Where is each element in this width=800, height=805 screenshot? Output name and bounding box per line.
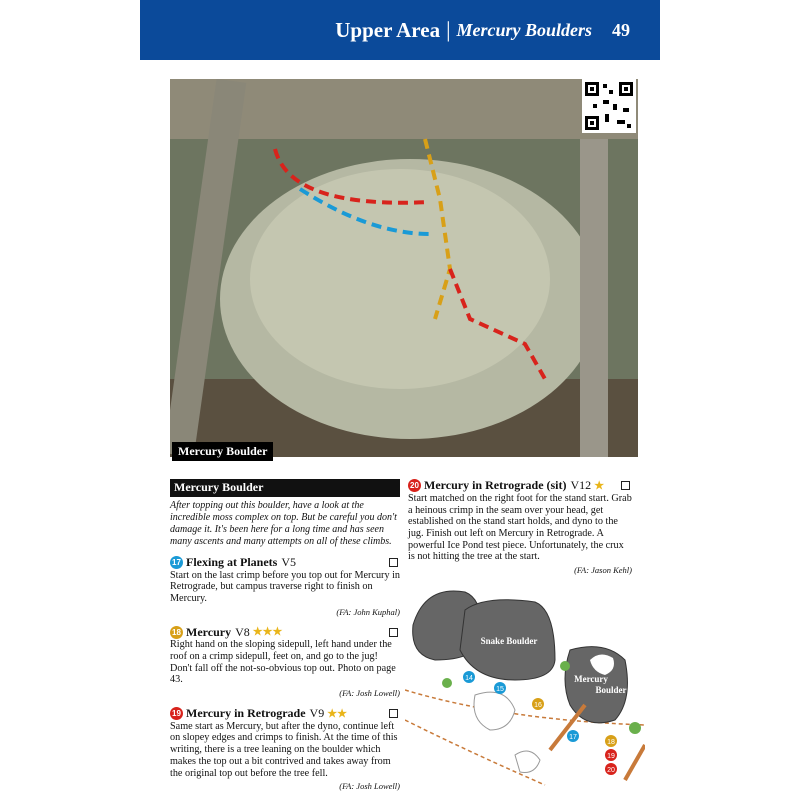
- route-header: [170, 626, 400, 640]
- route-number: 19: [170, 707, 183, 720]
- first-ascent: (FA: John Kuphal): [336, 606, 400, 617]
- area-title: Upper Area: [335, 17, 441, 42]
- map-marker: 15: [496, 686, 504, 693]
- route-name: Flexing at Planets: [186, 554, 278, 569]
- map-marker: 17: [569, 734, 577, 741]
- route-number: 20: [408, 479, 421, 492]
- route-grade: V5: [281, 554, 296, 569]
- route-grade: V8: [235, 624, 250, 639]
- map-marker: 20: [607, 767, 615, 774]
- map-marker: 18: [607, 739, 615, 746]
- boulder-photo: [170, 79, 638, 457]
- right-column: [408, 479, 632, 584]
- route-name: Mercury: [186, 624, 232, 639]
- route-number: 18: [170, 626, 183, 639]
- route-header: [170, 556, 400, 570]
- map-label-mercury: Mercury: [574, 674, 608, 684]
- map-marker: 19: [607, 753, 615, 760]
- tick-checkbox[interactable]: [389, 558, 398, 567]
- first-ascent: (FA: Josh Lowell): [339, 781, 400, 792]
- star-rating: ★★★: [252, 626, 283, 639]
- route-description: Right hand on the sloping sidepull, left hand under the roof on a crimp sidepull, feet on, and go to the jug! Don't fall off the not-so-obvious top out. Photo on page 43.: [170, 639, 396, 686]
- tick-checkbox[interactable]: [389, 628, 398, 637]
- first-ascent: (FA: Jason Kehl): [574, 565, 632, 576]
- map-label-boulder: Boulder: [595, 685, 627, 695]
- route-number: 17: [170, 556, 183, 569]
- route-entry: [170, 556, 400, 618]
- star-rating: ★: [594, 479, 605, 492]
- route-grade: V9: [309, 705, 325, 720]
- page-header: [140, 0, 660, 60]
- route-grade: V12: [570, 478, 592, 492]
- map-label-snake: Snake Boulder: [480, 636, 538, 646]
- route-description: Start on the last crimp before you top out for Mercury in Retrograde, but campus traverse right to finish on Mercury.: [170, 569, 401, 605]
- route-entry: [408, 479, 632, 576]
- route-header: [408, 479, 632, 493]
- star-rating: ★★: [327, 707, 347, 720]
- intro-text: After topping out this boulder, have a look at the incredible moss complex on top. But be careful you don't damage it. It's been here for a long time and has seen many ascents and many attempts on all of these climbs.: [170, 499, 397, 547]
- subarea-title: Mercury Boulders: [456, 19, 592, 40]
- section-title: Mercury Boulder: [170, 479, 400, 497]
- route-description: Start matched on the right foot for the stand start. Grab a heinous crimp in the seam over your head, get established on the stand start holds, and dyno to the jug. Finish out left on Mercury in Retrograde. A powerful Ice Pond test piece. Unfortunately, the crux is not hitting the tree at the start.: [408, 492, 632, 563]
- route-description: Same start as Mercury, but after the dyno, continue left on slopey edges and crimps to finish. At the time of this writing, there is a tree leaning on the boulder which makes the top out a bit contrived and takes away from the original top out before the tree fell.: [170, 720, 398, 779]
- map-marker: 16: [534, 702, 542, 709]
- route-entry: [170, 626, 400, 699]
- first-ascent: (FA: Josh Lowell): [339, 688, 400, 699]
- route-entry: [170, 707, 400, 792]
- tick-checkbox[interactable]: [621, 481, 630, 490]
- route-name: Mercury in Retrograde (sit): [424, 478, 567, 492]
- page-number: 49: [612, 19, 630, 40]
- area-map: [405, 580, 645, 800]
- title-separator: |: [446, 17, 451, 42]
- qr-code[interactable]: [582, 79, 636, 133]
- photo-caption: Mercury Boulder: [172, 442, 273, 461]
- route-header: [170, 707, 400, 721]
- route-name: Mercury in Retrograde: [186, 705, 306, 720]
- tick-checkbox[interactable]: [389, 709, 398, 718]
- map-marker: 14: [465, 675, 473, 682]
- left-column: [170, 479, 400, 800]
